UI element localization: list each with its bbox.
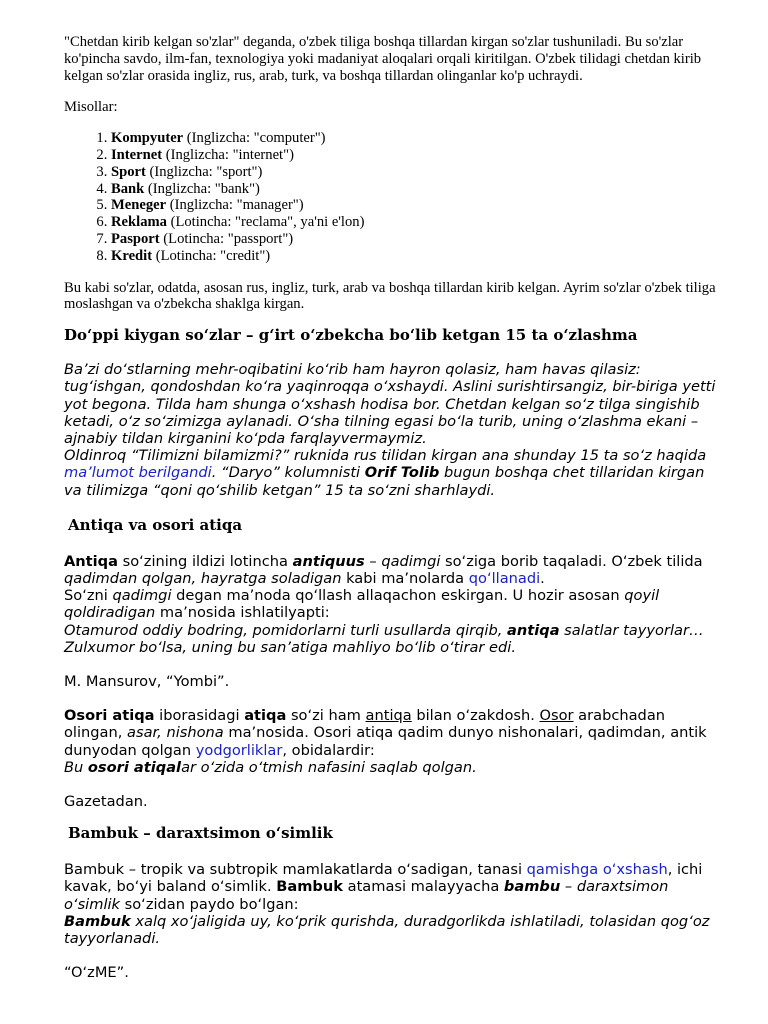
author-name: Orif Tolib bbox=[364, 464, 440, 482]
qamishga-link[interactable]: qamishga o‘xshash bbox=[526, 861, 668, 879]
article-paragraph-1: Ba’zi do‘stlarning mehr-oqibatini ko‘rib ham hayron qolasiz, ham havas qilasiz: tug‘ishgan, qondoshdan ko‘ra yaqinroqqa o‘xshaydi. Aslini surishtirsangiz, bir-biriga yetti yot begona. Tilda ham shunga o‘xshash hodisa bor. Chetdan kelgan so‘z tilga singishib ketadi, o‘z so‘zimizga aylanadi. O‘sha tilning egasi bo‘la turib, uning o‘zlashma ekani – ajnabiy tildan kirganini ko‘pda farqlayvermaymiz. bbox=[64, 361, 716, 447]
list-item: 6. Reklama (Lotincha: "reclama", ya'ni e'lon) bbox=[111, 214, 724, 231]
antiqa-definition: Antiqa so‘zining ildizi lotincha antiquus – qadimgi so‘ziga borib taqaladi. O‘zbek tilida qadimdan qolgan, hayratga soladigan kabi ma’nolarda qo‘llanadi. So‘zni qadimgi degan ma’noda qo‘llash allaqachon eskirgan. U hozir asosan qoyil qoldiradigan ma’nosida ishlatilyapti: Otamurod oddiy bodring, pomidorlarni turli usullarda qirqib, antiqa salatlar tayyorlar… Zulxumor bo‘lsa, uning bu san’atiga mahliyo bo‘lib o‘tirar edi. bbox=[64, 552, 704, 656]
section-heading-antiqa: Antiqa va osori atiqa bbox=[68, 515, 243, 534]
qollanadi-link[interactable]: qo‘llanadi bbox=[468, 569, 541, 587]
list-item: 3. Sport (Inglizcha: "sport") bbox=[111, 164, 724, 181]
examples-list bbox=[64, 130, 724, 264]
article-heading: Do‘ppi kiygan so‘zlar – g‘irt o‘zbekcha bo‘lib ketgan 15 ta o‘zlashma bbox=[64, 326, 638, 345]
examples-label: Misollar: bbox=[64, 99, 118, 116]
yodgorliklar-link[interactable]: yodgorliklar bbox=[195, 741, 283, 759]
document-page bbox=[64, 34, 724, 981]
citation: “O‘zME”. bbox=[64, 964, 129, 982]
list-item: 7. Pasport (Lotincha: "passport") bbox=[111, 231, 724, 248]
list-item: 8. Kredit (Lotincha: "credit") bbox=[111, 248, 724, 265]
section-heading-bambuk: Bambuk – daraxtsimon o‘simlik bbox=[68, 824, 333, 843]
intro-paragraph: "Chetdan kirib kelgan so'zlar" deganda, o'zbek tiliga boshqa tillardan kirgan so'zlar tushuniladi. Bu so'zlar ko'pincha savdo, ilm-fan, texnologiya yoki madaniyat aloqalari orqali kiritilgan. O'zbek tilidagi chetdan kirib kelgan so'zlar orasida ingliz, rus, arab, turk, va boshqa tillardan olinganlar ko'p uchraydi. bbox=[64, 34, 702, 84]
info-link[interactable]: ma’lumot berilgandi bbox=[64, 464, 212, 482]
citation: M. Mansurov, “Yombi”. bbox=[64, 673, 230, 690]
osori-atiqa-definition: Osori atiqa iborasidagi atiqa so‘zi ham antiqa bilan o‘zakdosh. Osor arabchadan olingan, asar, nishona ma’nosida. Osori atiqa qadim dunyo nishonalari, qadimdan, antik dunyodan qolgan yodgorliklar, obidalardir: Bu osori atiqalar o‘zida o‘tmish nafasini saqlab qolgan. bbox=[64, 707, 707, 776]
list-item: 5. Meneger (Inglizcha: "manager") bbox=[111, 197, 724, 214]
article-intro: Ba’zi do‘stlarning mehr-oqibatini ko‘rib ham hayron qolasiz, ham havas qilasiz: tug‘ishgan, qondoshdan ko‘ra yaqinroqqa o‘xshaydi. Aslini surishtirsangiz, bir-biriga yetti yot begona. Tilda ham shunga o‘xshash hodisa bor. Chetdan kelgan so‘z tilga singishib ketadi, o‘z so‘zimizga aylanadi. O‘sha tilning egasi bo‘la turib, uning o‘zlashma ekani – ajnabiy tildan kirganini ko‘pda farqlayvermaymiz. Oldinroq “Tilimizni bilamizmi?” ruknida rus tilidan kirgan ana shunday 15 ta so‘z haqida ma’lumot berilgandi. “Daryo” kolumnisti Orif Tolib bugun boshqa chet tillaridan kirgan va tilimizga “qoni qo‘shilib ketgan” 15 ta so‘zni sharhlaydi. bbox=[64, 361, 716, 499]
list-item: 4. Bank (Inglizcha: "bank") bbox=[111, 181, 724, 198]
list-item: 2. Internet (Inglizcha: "internet") bbox=[111, 147, 724, 164]
citation: Gazetadan. bbox=[64, 793, 148, 811]
bambuk-definition: Bambuk – tropik va subtropik mamlakatlarda o‘sadigan, tanasi qamishga o‘xshash, ichi kavak, bo‘yi baland o‘simlik. Bambuk atamasi malayyacha bambu – daraxtsimon o‘simlik so‘zidan paydo bo‘lgan: Bambuk xalq xo‘jaligida uy, ko‘prik qurishda, duradgorlikda ishlatiladi, tolasidan qog‘oz tayyorlanadi. bbox=[64, 861, 710, 948]
outro-paragraph: Bu kabi so'zlar, odatda, asosan rus, ingliz, turk, arab va boshqa tillardan kirib kelgan. Ayrim so'zlar o'zbek tiliga moslashgan va o'zbekcha shaklga kirgan. bbox=[64, 279, 716, 313]
list-item: 1. Kompyuter (Inglizcha: "computer") bbox=[111, 130, 724, 147]
